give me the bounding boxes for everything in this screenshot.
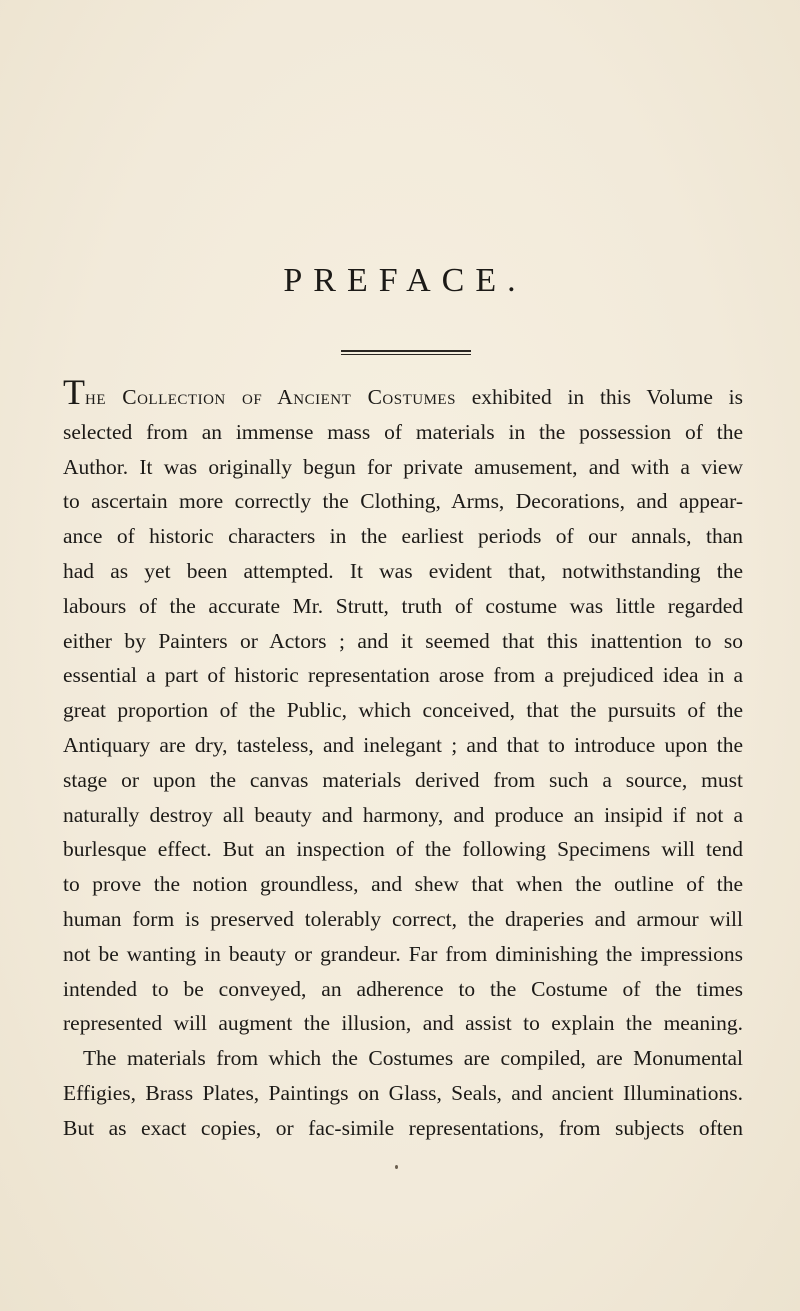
paragraph-line: had as yet been attempted. It was evident that, notwithstanding the — [63, 558, 743, 583]
paragraph-line — [63, 372, 743, 415]
paragraph-line: selected from an immense mass of materials in the possession of the — [63, 419, 743, 444]
paragraph-line: naturally destroy all beauty and harmony, and produce an insipid if not a — [63, 802, 743, 827]
paragraph-line: But as exact copies, or fac-simile representations, from subjects often — [63, 1115, 743, 1140]
paragraph-line: either by Painters or Actors ; and it seemed that this inattention to so — [63, 628, 743, 653]
paragraph-line: represented will augment the illusion, and assist to explain the meaning. — [63, 1011, 743, 1036]
title-divider — [341, 350, 471, 355]
line-text: exhibited in this Volume is — [455, 385, 743, 409]
paragraph-line: not be wanting in beauty or grandeur. Far from diminishing the impressions — [63, 941, 743, 966]
paragraph-line: Antiquary are dry, tasteless, and inelegant ; and that to introduce upon the — [63, 732, 743, 757]
paragraph-line: The materials from which the Costumes are compiled, are Monumental — [83, 1046, 743, 1071]
small-caps-text: of — [225, 385, 278, 409]
paragraph-line: Author. It was originally begun for private amusement, and with a view — [63, 454, 743, 479]
paragraph-line: human form is preserved tolerably correct, the draperies and armour will — [63, 906, 743, 931]
paragraph-line: to ascertain more correctly the Clothing, Arms, Decorations, and appear- — [63, 489, 743, 514]
paragraph-line: Effigies, Brass Plates, Paintings on Glass, Seals, and ancient Illuminations. — [63, 1080, 743, 1105]
small-caps-text: he Collection — [85, 385, 226, 409]
paragraph-line: great proportion of the Public, which conceived, that the pursuits of the — [63, 698, 743, 723]
initial-letter: T — [63, 372, 85, 412]
paragraph-line: burlesque effect. But an inspection of the following Specimens will tend — [63, 837, 743, 862]
paragraph-line: to prove the notion groundless, and shew that when the outline of the — [63, 872, 743, 897]
paragraph-line: stage or upon the canvas materials derived from such a source, must — [63, 767, 743, 792]
page-title: PREFACE. — [283, 262, 527, 299]
paragraph-line: essential a part of historic representation arose from a prejudiced idea in a — [63, 663, 743, 688]
small-caps-text: Ancient Costumes — [277, 385, 456, 409]
preface-body — [63, 372, 743, 1146]
paragraph-line: labours of the accurate Mr. Strutt, truth of costume was little regarded — [63, 593, 743, 618]
paragraph-line: intended to be conveyed, an adherence to the Costume of the times — [63, 976, 743, 1001]
divider-thick-line — [341, 350, 471, 352]
paragraph-line: ance of historic characters in the earliest periods of our annals, than — [63, 524, 743, 549]
paper-speck — [395, 1165, 398, 1169]
divider-thin-line — [341, 354, 471, 355]
